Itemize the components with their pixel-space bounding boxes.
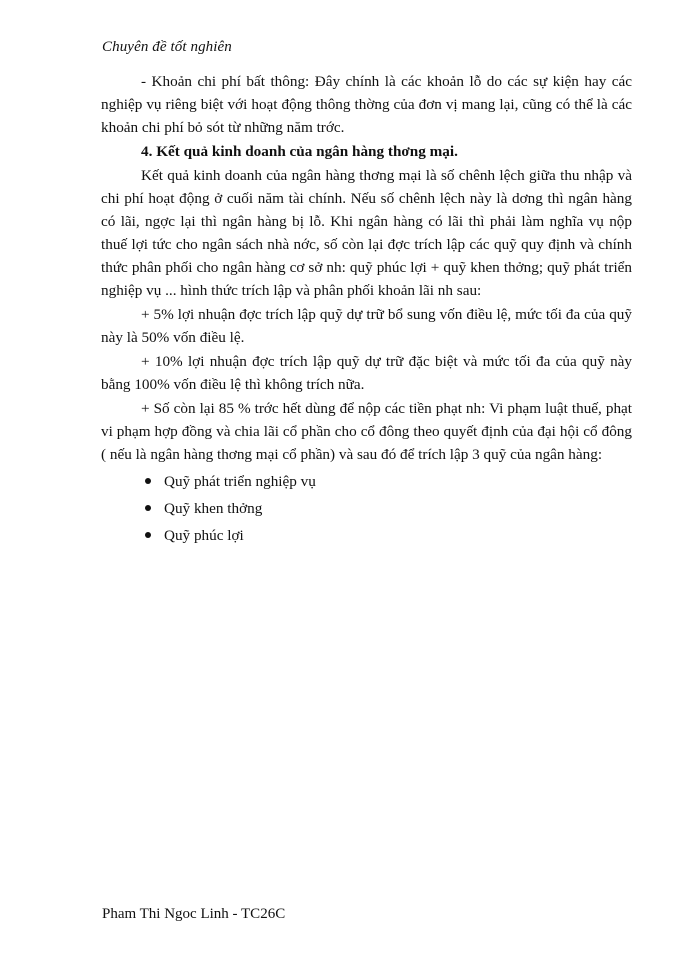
list-item-text: Quỹ phúc lợi	[164, 527, 244, 544]
paragraph-85-percent: + Số còn lại 85 % trớc hết dùng để nộp các tiền phạt nh: Vi phạm luật thuế, phạt vi phạm hợp đồng và chia lãi cổ phần cho cổ đông theo quyết định của đại hội cổ đông ( nếu là ngân hàng thơng mại cổ phần) và sau đó để trích lập 3 quỹ của ngân hàng:	[101, 400, 632, 463]
running-footer: Pham Thi Ngoc Linh - TC26C	[102, 906, 286, 922]
bullet-icon	[145, 532, 151, 538]
list-item-text: Quỹ khen thởng	[164, 500, 263, 517]
paragraph-10-percent: + 10% lợi nhuận đợc trích lập quỹ dự trữ đặc biệt và mức tối đa của quỹ này bằng 100% vốn điều lệ thì không trích nữa.	[101, 353, 632, 393]
section-heading-4: 4. Kết quả kinh doanh của ngân hàng thơng mại.	[141, 143, 458, 160]
paragraph-5-percent: + 5% lợi nhuận đợc trích lập quỹ dự trữ bổ sung vốn điều lệ, mức tối đa của quỹ này là 50% vốn điều lệ.	[101, 306, 632, 346]
running-header: Chuyên đề tốt nghiên	[102, 39, 232, 55]
list-item-text: Quỹ phát triển nghiệp vụ	[164, 473, 316, 490]
bullet-icon	[145, 478, 151, 484]
paragraph-business-results: Kết quả kinh doanh của ngân hàng thơng mại là số chênh lệch giữa thu nhập và chi phí hoạt động ở cuối năm tài chính. Nếu số chênh lệch này là dơng thì ngân hàng có lãi, ngợc lại thì ngân hàng bị lỗ. Khi ngân hàng có lãi thì phải làm nghĩa vụ nộp thuế lợi tức cho ngân sách nhà nớc, số còn lại đợc trích lập các quỹ quy định và chính thức phân phối cho ngân hàng cơ sở nh: quỹ phúc lợi + quỹ khen thởng; quỹ phát triển nghiệp vụ ... hình thức trích lập và phân phối khoản lãi nh sau:	[101, 167, 632, 299]
bullet-icon	[145, 505, 151, 511]
list-item	[101, 497, 632, 524]
list-item	[101, 470, 632, 497]
paragraph-extraordinary-expenses: - Khoản chi phí bất thông: Đây chính là các khoản lỗ do các sự kiện hay các nghiệp vụ riêng biệt với hoạt động thông thờng của đơn vị mang lại, cũng có thể là các khoản chi phí bỏ sót từ những năm trớc.	[101, 73, 632, 136]
fund-list	[101, 470, 632, 551]
document-body	[101, 70, 632, 551]
list-item	[101, 524, 632, 551]
